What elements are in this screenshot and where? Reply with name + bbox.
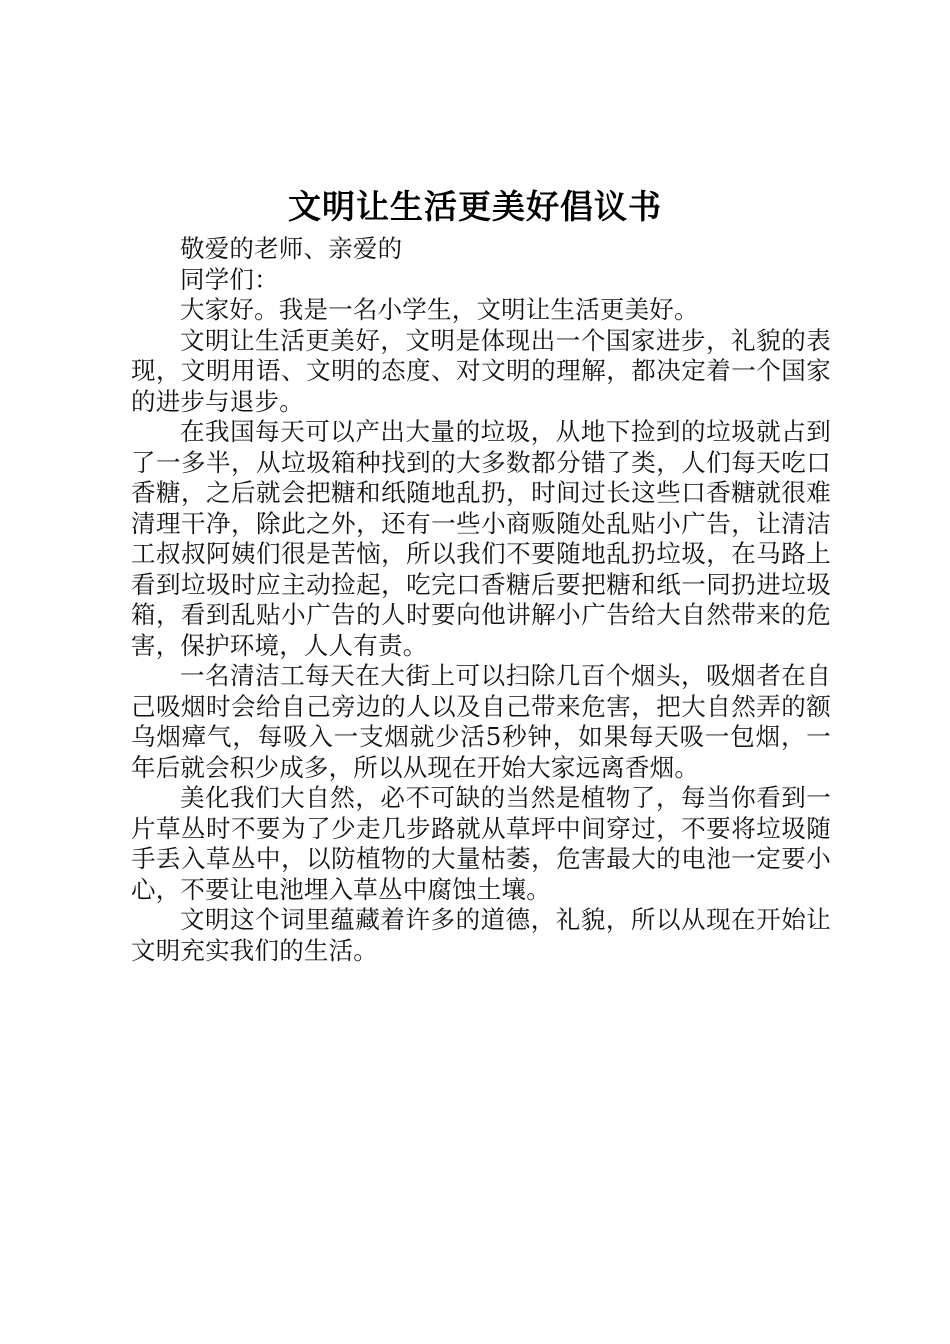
- body-paragraph: 文明这个词里蕴藏着许多的道德，礼貌，所以从现在开始让文明充实我们的生活。: [131, 905, 831, 965]
- body-paragraph: 文明让生活更美好，文明是体现出一个国家进步，礼貌的表现，文明用语、文明的态度、对文明的理解，都决定着一个国家的进步与退步。: [131, 325, 831, 416]
- body-paragraph: 大家好。我是一名小学生，文明让生活更美好。: [180, 295, 699, 324]
- greeting-line: 敬爱的老师、亲爱的: [180, 234, 403, 263]
- body-paragraph: 一名清洁工每天在大街上可以扫除几百个烟头，吸烟者在自己吸烟时会给自己旁边的人以及自己带来危害，把大自然弄的额乌烟瘴气，每吸入一支烟就少活5秒钟，如果每天吸一包烟，一年后就会积少成多，所以从现在开始大家远离香烟。: [131, 661, 831, 782]
- body-paragraph: 在我国每天可以产出大量的垃圾，从地下捡到的垃圾就占到了一多半，从垃圾箱种找到的大多数都分错了类，人们每天吃口香糖，之后就会把糖和纸随地乱扔，时间过长这些口香糖就很难清理干净，除此之外，还有一些小商贩随处乱贴小广告，让清洁工叔叔阿姨们很是苦恼，所以我们不要随地乱扔垃圾，在马路上看到垃圾时应主动捡起，吃完口香糖后要把糖和纸一同扔进垃圾箱，看到乱贴小广告的人时要向他讲解小广告给大自然带来的危害，保护环境，人人有责。: [131, 417, 831, 660]
- greeting-line: 同学们：: [180, 264, 279, 294]
- document-body: [131, 234, 831, 966]
- document-title: 文明让生活更美好倡议书: [288, 187, 662, 226]
- body-paragraph: 美化我们大自然，必不可缺的当然是植物了，每当你看到一片草丛时不要为了少走几步路就从草坪中间穿过，不要将垃圾随手丢入草丛中，以防植物的大量枯萎，危害最大的电池一定要小心，不要让电池埋入草丛中腐蚀土壤。: [131, 783, 831, 904]
